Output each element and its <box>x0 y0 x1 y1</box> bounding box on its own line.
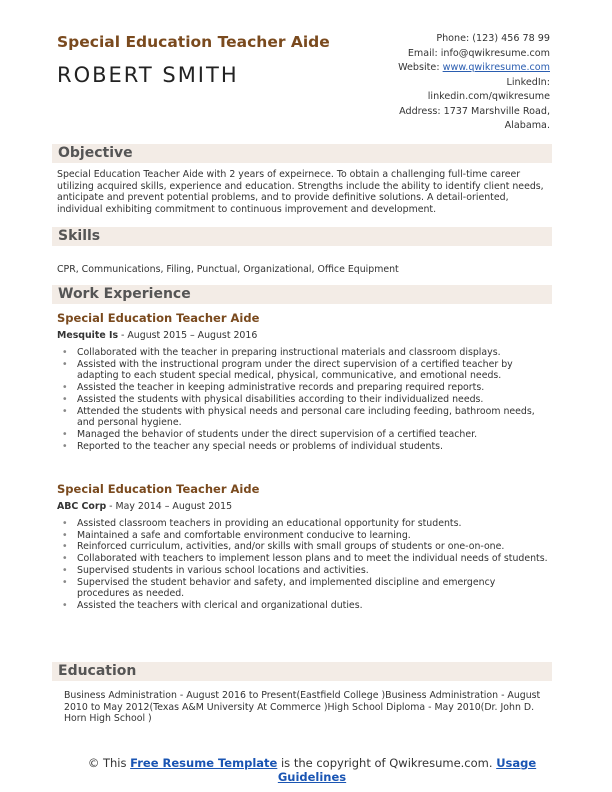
job-2-bullets <box>62 518 550 612</box>
work-experience-heading: Work Experience <box>58 286 191 302</box>
objective-text: Special Education Teacher Aide with 2 years of expeirnece. To obtain a challenging full-time career utilizing acquired skills, experience and education. Strengths include the ability to identify client needs, anticipate and prevent potential problems, and to provide definitive solutions. A detail-oriented, individual exhibiting commitment to continuous improvement and development. <box>57 169 544 215</box>
website-link[interactable]: www.qwikresume.com <box>442 62 550 73</box>
address-line-1: Address: 1737 Marshville Road, <box>399 105 550 117</box>
job-1-title: Special Education Teacher Aide <box>57 311 260 325</box>
linkedin-value: linkedin.com/qwikresume <box>427 91 550 102</box>
list-item: • Maintained a safe and comfortable environment conducive to learning. <box>62 530 550 542</box>
work-experience-section-bar <box>52 285 552 304</box>
job-2-meta <box>57 501 232 512</box>
job-2-company: ABC Corp <box>57 501 107 512</box>
list-item: • Reinforced curriculum, activities, and/or skills with small groups of students or one-on-one. <box>62 541 550 553</box>
objective-heading: Objective <box>58 145 133 161</box>
contact-email: Email: info@qwikresume.com <box>407 47 550 59</box>
skills-text: CPR, Communications, Filing, Punctual, Organizational, Office Equipment <box>57 264 399 275</box>
education-text: Business Administration - August 2016 to Present(Eastfield College )Business Administration - August 2010 to May 2012(Texas A&M University At Commerce )High School Diploma - May 2010(Dr. John D. Horn High School ) <box>64 690 541 725</box>
list-item: • Managed the behavior of students under the direct supervision of a certified teacher. <box>62 429 550 441</box>
job-1-dates: - August 2015 – August 2016 <box>118 330 258 341</box>
linkedin-label: LinkedIn: <box>506 76 550 88</box>
usage-guidelines-link[interactable]: Usage Guidelines <box>277 756 537 784</box>
free-resume-template-link[interactable]: Free Resume Template <box>130 756 278 770</box>
list-item: • Collaborated with the teacher in preparing instructional materials and classroom displays. <box>62 347 550 359</box>
list-item: • Supervised students in various school locations and activities. <box>62 565 550 577</box>
objective-section-bar <box>52 144 552 163</box>
footer <box>82 756 542 784</box>
list-item: • Assisted the teachers with clerical and organizational duties. <box>62 600 550 612</box>
list-item: • Assisted the teacher in keeping administrative records and preparing required reports. <box>62 382 550 394</box>
contact-website <box>290 61 550 76</box>
header-job-title: Special Education Teacher Aide <box>57 33 330 51</box>
website-label: Website: <box>398 62 440 73</box>
footer-middle: is the copyright of Qwikresume.com. <box>277 756 497 770</box>
list-item: • Reported to the teacher any special needs or problems of individual students. <box>62 441 550 453</box>
contact-phone: Phone: (123) 456 78 99 <box>436 33 550 44</box>
list-item: • Supervised the student behavior and safety, and implemented discipline and emergency procedures as needed. <box>62 577 550 600</box>
education-section-bar <box>52 662 552 681</box>
candidate-name: ROBERT SMITH <box>57 63 239 87</box>
list-item: • Assisted the students with physical disabilities according to their individualized needs. <box>62 394 550 406</box>
footer-prefix: © This <box>87 756 131 770</box>
job-1-meta <box>57 330 257 341</box>
address-line-2: Alabama. <box>504 120 550 131</box>
list-item: • Collaborated with teachers to implement lesson plans and to meet the individual needs of students. <box>62 553 550 565</box>
list-item: • Assisted with the instructional program under the direct supervision of a certified teacher by adapting to each student special medical, physical, communicative, and emotional needs. <box>62 359 550 382</box>
education-heading: Education <box>58 663 137 679</box>
contact-block <box>290 32 550 134</box>
skills-section-bar <box>52 227 552 246</box>
job-1-bullets <box>62 347 550 452</box>
job-1-company: Mesquite Is <box>57 330 119 341</box>
list-item: • Assisted classroom teachers in providing an educational opportunity for students. <box>62 518 550 530</box>
skills-heading: Skills <box>58 228 101 244</box>
job-2-dates: - May 2014 – August 2015 <box>106 501 233 512</box>
job-2-title: Special Education Teacher Aide <box>57 482 260 496</box>
list-item: • Attended the students with physical needs and personal care including feeding, bathroom needs, and personal hygiene. <box>62 406 550 429</box>
